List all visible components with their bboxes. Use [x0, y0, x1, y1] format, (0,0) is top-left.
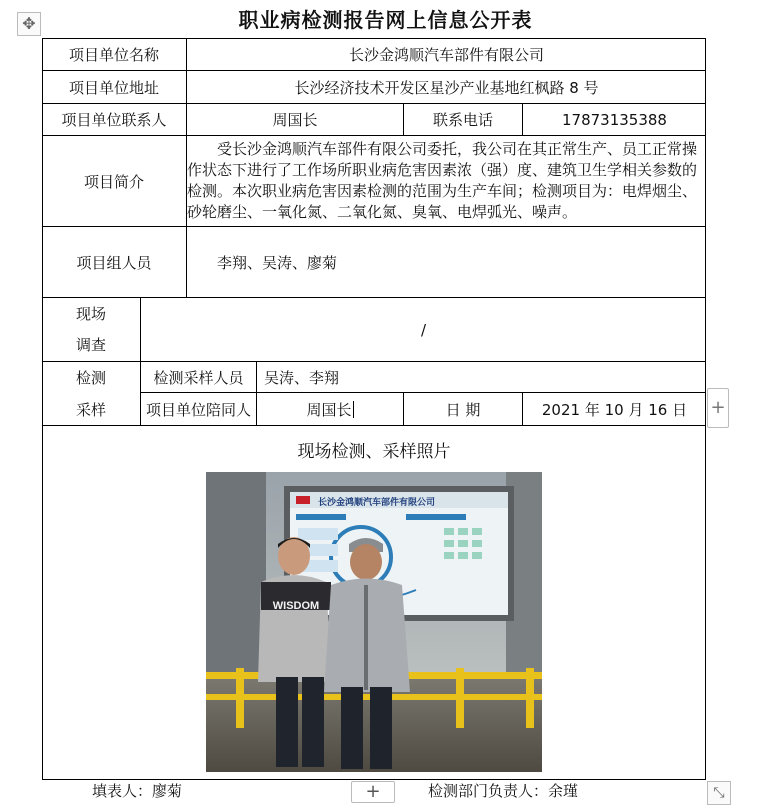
- accompany-cell[interactable]: [257, 393, 403, 425]
- sampling-label-line2: 采样: [75, 400, 106, 419]
- text-cursor: [353, 401, 354, 418]
- shirt-text: WISDOM: [272, 600, 320, 612]
- address-value[interactable]: 长沙经济技术开发区星沙产业基地红枫路 8 号: [294, 78, 599, 97]
- phone-value[interactable]: 17873135388: [562, 110, 667, 129]
- accompany-value: 周国长: [306, 400, 352, 419]
- sampler-label: 检测采样人员: [153, 368, 244, 387]
- sampling-label-line1: 检测: [75, 368, 106, 387]
- survey-value[interactable]: /: [420, 320, 427, 339]
- add-row-button[interactable]: [351, 781, 395, 803]
- summary-label: 项目简介: [83, 172, 144, 191]
- unit-name-label: 项目单位名称: [68, 45, 159, 64]
- resize-icon: ⤡: [713, 785, 725, 801]
- row-divider: [42, 425, 706, 426]
- photo-section-title: 现场检测、采样照片: [297, 442, 451, 462]
- board-title: 长沙金鸿顺汽车部件有限公司: [318, 497, 436, 507]
- plus-icon: +: [365, 781, 381, 802]
- add-column-button[interactable]: [707, 388, 729, 428]
- date-value[interactable]: 2021 年 10 月 16 日: [541, 400, 688, 419]
- move-icon: ✥: [22, 14, 36, 33]
- date-label: 日 期: [445, 400, 481, 419]
- contact-value[interactable]: 周国长: [272, 111, 318, 129]
- accompany-label: 项目单位陪同人: [145, 400, 251, 419]
- table-resize-handle[interactable]: [707, 781, 731, 805]
- summary-value[interactable]: 受长沙金鸿顺汽车部件有限公司委托，我公司在其正常生产、员工正常操作状态下进行了工作场所职业病危害因素浓（强）度、建筑卫生学相关参数的检测。本次职业病危害因素检测的范围为生产车间；检测项目为：电焊烟尘、砂轮磨尘、一氧化氮、二氧化氮、臭氧、电焊弧光、噪声。: [187, 140, 698, 221]
- sampling-photo: [206, 472, 542, 772]
- page-title: 职业病检测报告网上信息公开表: [238, 8, 533, 32]
- address-label: 项目单位地址: [68, 78, 159, 97]
- survey-label-line1: 现场: [75, 304, 106, 323]
- unit-name-value[interactable]: 长沙金鸿顺汽车部件有限公司: [348, 45, 544, 64]
- sampler-value[interactable]: 吴涛、李翔: [264, 368, 340, 387]
- filler-text: 填表人：廖菊: [92, 782, 183, 800]
- contact-label: 项目单位联系人: [61, 111, 167, 129]
- plus-icon: +: [710, 397, 726, 418]
- survey-label-line2: 调查: [75, 335, 106, 354]
- phone-label: 联系电话: [432, 111, 493, 129]
- members-label: 项目组人员: [76, 253, 152, 272]
- members-value[interactable]: 李翔、吴涛、廖菊: [217, 253, 338, 272]
- dept-head-text: 检测部门负责人：余瑾: [428, 782, 579, 800]
